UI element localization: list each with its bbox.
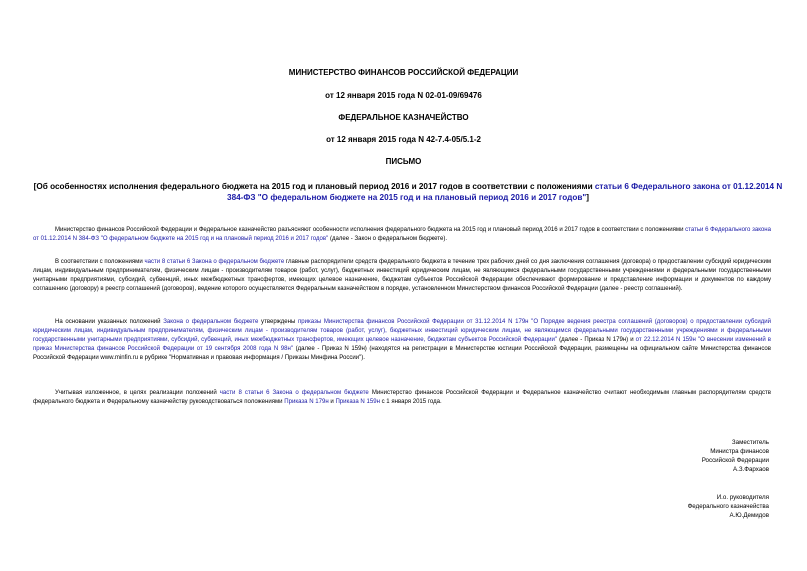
signature-name: А.З.Фархаов xyxy=(732,466,769,474)
signature-position-1: Заместитель xyxy=(731,439,769,446)
signature-position-2: Федерального казначейства xyxy=(687,503,769,511)
part-8-article-6-link[interactable]: части 8 статьи 6 Закона о федеральном бюджете xyxy=(144,259,285,265)
title-law-link[interactable]: статьи 6 Федерального закона от 01.12.2014 N 384-ФЗ "О федеральном бюджете на 2015 год и на плановый период 2016 и 2017 годов" xyxy=(227,182,783,202)
treasury-heading: ФЕДЕРАЛЬНОЕ КАЗНАЧЕЙСТВО xyxy=(338,113,469,122)
signature-position-2: Министра финансов xyxy=(710,448,769,456)
title-text-end: ] xyxy=(586,193,589,202)
paragraph-3-text-end: (далее - Приказ N 159н) (находятся на регистрации в Министерстве юстиции Российской Федерации, размещены на официальном сайте Министерства финансов Российской Федерации www.minfin.ru в рубрике "Нормативная и правовая информация / Приказы Минфина России"). xyxy=(33,346,771,362)
federal-budget-law-link[interactable]: Закона о федеральном бюджете xyxy=(163,319,259,325)
part-8-article-6-link-2[interactable]: части 8 статьи 6 Закона о федеральном бюджете xyxy=(219,390,369,396)
paragraph-2 xyxy=(33,258,771,294)
signature-position-1: И.о. руководителя xyxy=(716,494,769,501)
signature-treasury xyxy=(509,493,769,520)
paragraph-3-text: На основании указанных положений xyxy=(55,319,164,325)
paragraph-3 xyxy=(33,318,771,363)
paragraph-4-text-3: и xyxy=(328,399,336,406)
paragraph-4-text-end: с 1 января 2015 года. xyxy=(379,399,442,406)
paragraph-4-text-2: Министерство финансов Российской Федерации и Федеральное казначейство считают необходимым главным распорядителям средств федерального бюджета и Федеральному казначейству руководствоваться положениями xyxy=(33,390,771,406)
ministry-heading: МИНИСТЕРСТВО ФИНАНСОВ РОССИЙСКОЙ ФЕДЕРАЦИИ xyxy=(288,68,519,77)
order-159n-short-link[interactable]: Приказа N 159н xyxy=(335,399,380,406)
paragraph-3-text-3: (далее - Приказ N 179н) и xyxy=(557,337,636,344)
signature-position-3: Российской Федерации xyxy=(701,457,769,465)
signature-minister xyxy=(509,438,769,474)
paragraph-4 xyxy=(33,389,771,407)
document-title xyxy=(30,181,786,203)
paragraph-3-text-2: утверждены xyxy=(258,319,298,325)
paragraph-2-text-end: главные распорядители средств федерального бюджета в течение трех рабочих дней со дня заключения соглашения (договора) о предоставлении субсидий юридическим лицам, индивидуальным предпринимателям, физическим лицам - производителям товаров (работ, услуг), бюджетных инвестиций юридическим лицам, не являющимся федеральными государственными учреждениями и федеральными государственными унитарными предприятиями, субсидий, субвенций, иных межбюджетных трансфертов, имеющих целевое назначение, бюджетам субъектов Российской Федерации обеспечивают формирование и представление информации и документов по каждому соглашению (договору) в реестр соглашений (договоров), ведение которого осуществляется Федеральным казначейством в порядке, установленном Министерством финансов Российской Федерации (далее - реестр соглашений). xyxy=(33,259,771,293)
paragraph-2-text: В соответствии с положениями xyxy=(55,259,145,265)
document-type: ПИСЬМО xyxy=(385,157,422,166)
order-159n-link[interactable]: от 22.12.2014 N 159н "О внесении изменений в приказ Министерства финансов Российской Федерации от 19 сентября 2008 года N 98н" xyxy=(33,337,771,353)
ministry-reference: от 12 января 2015 года N 02-01-09/69476 xyxy=(325,91,482,100)
paragraph-1 xyxy=(33,226,771,244)
signature-name: А.Ю.Демидов xyxy=(729,512,769,520)
order-179n-link[interactable]: приказы Министерства финансов Российской Федерации от 31.12.2014 N 179н "О Порядке ведения реестра соглашений (договоров) о предоставлении субсидий юридическим лицам, индивидуальным предпринимателям, физическим лицам - производителям товаров (работ, услуг), бюджетных инвестиций юридическим лицам, не являющимся федеральными государственными учреждениями и федеральными государственными унитарными предприятиями, субсидий, субвенций, иных межбюджетных трансфертов, имеющих целевое назначение, бюджетам субъектов Российской Федерации" xyxy=(33,319,772,344)
paragraph-4-text: Учитывая изложенное, в целях реализации положений xyxy=(55,390,220,396)
order-179n-short-link[interactable]: Приказа N 179н xyxy=(284,399,329,406)
paragraph-1-text: Министерство финансов Российской Федерации и Федеральное казначейство разъясняют особенности исполнения федерального бюджета на 2015 год и плановый период 2016 и 2017 годов в соответствии с положениями xyxy=(55,227,686,233)
paragraph-1-text-end: (далее - Закон о федеральном бюджете). xyxy=(328,236,448,243)
law-article-6-link[interactable]: статьи 6 Федерального закона от 01.12.2014 N 384-ФЗ "О федеральном бюджете на 2015 год и на плановый период 2016 и 2017 годов" xyxy=(33,227,771,243)
title-text-start: [Об особенностях исполнения федерального бюджета на 2015 год и плановый период 2016 и 2017 годов в соответствии с положениями xyxy=(33,182,595,191)
treasury-reference: от 12 января 2015 года N 42-7.4-05/5.1-2 xyxy=(326,135,481,144)
